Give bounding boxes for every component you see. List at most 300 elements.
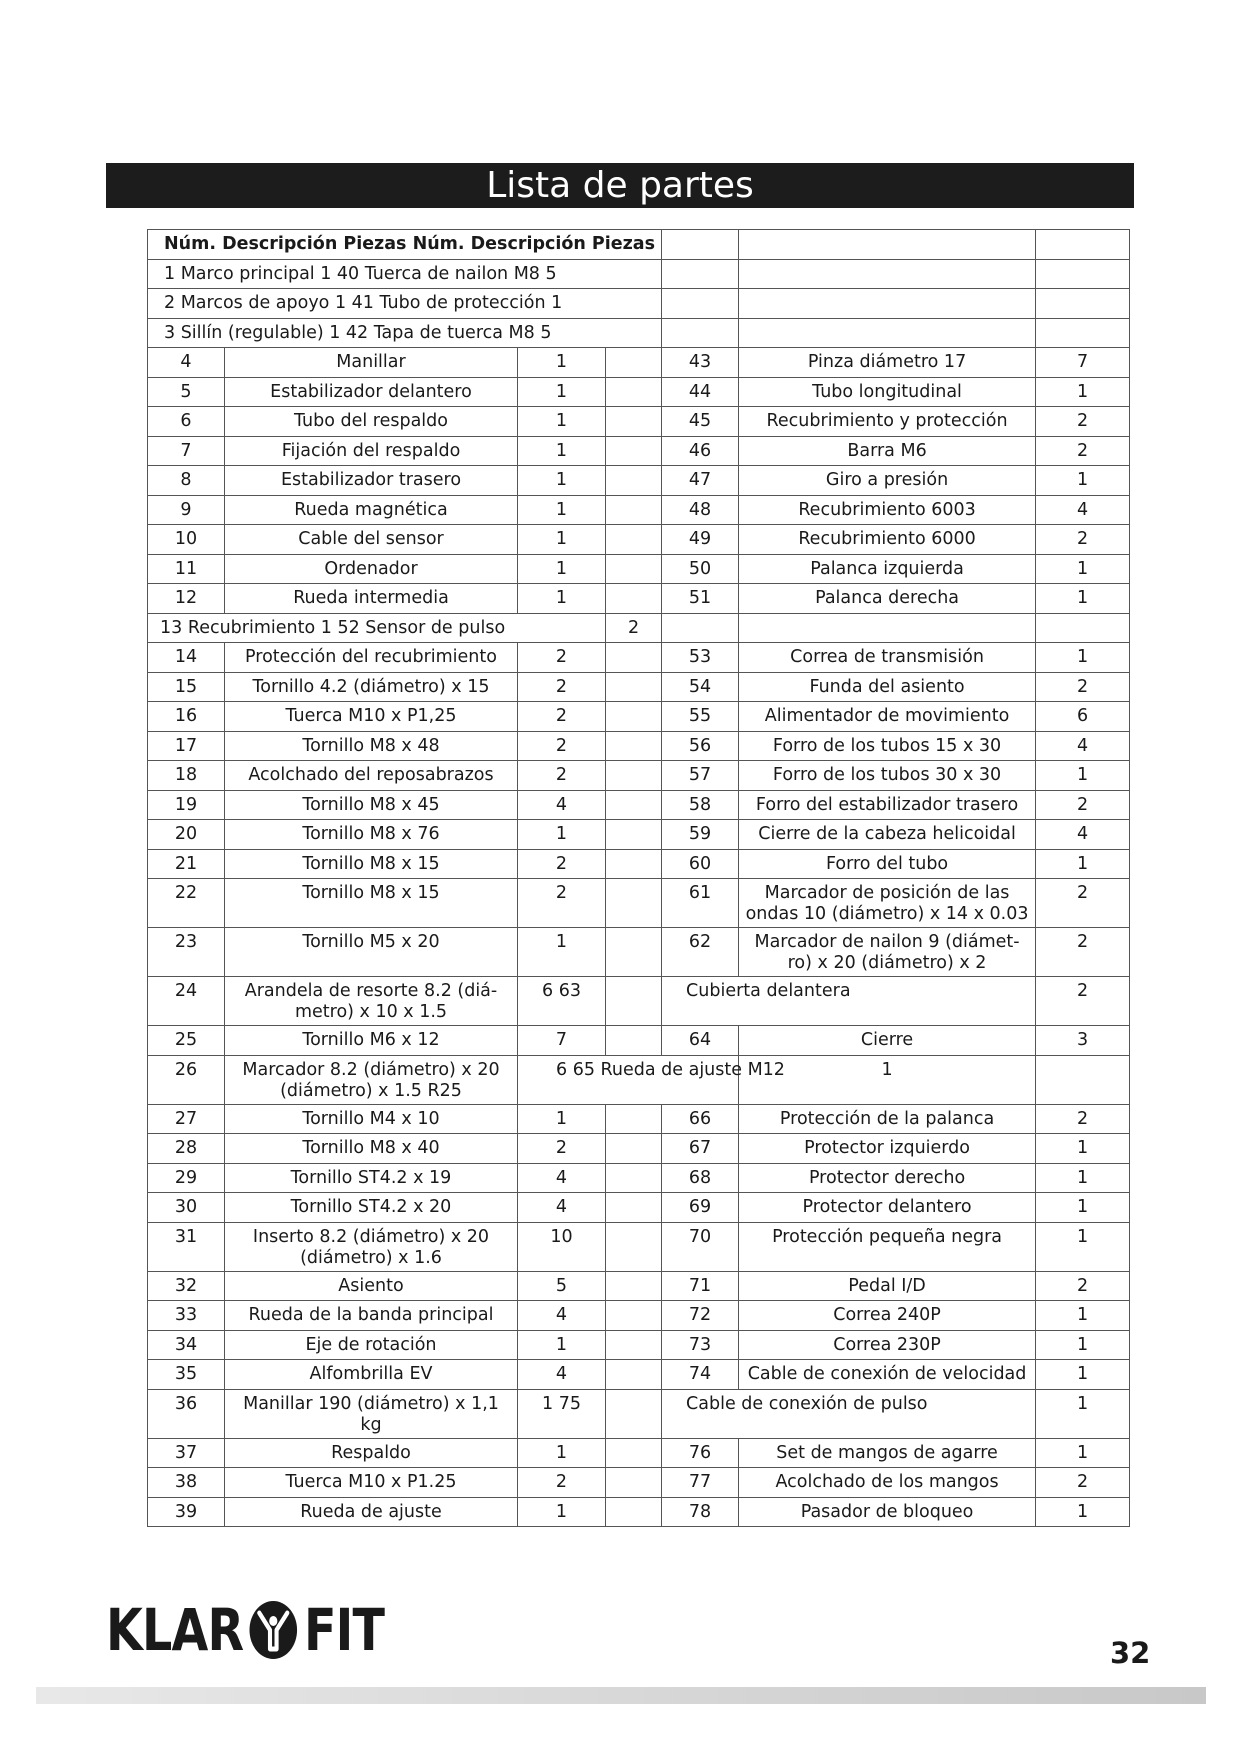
quantity-cell: 4	[1036, 495, 1130, 525]
part-description-cell: Asiento	[225, 1271, 518, 1301]
part-description-cell: Estabilizador delantero	[225, 377, 518, 407]
quantity-cell: 6	[1036, 702, 1130, 732]
part-number-cell: 34	[148, 1330, 225, 1360]
part-number-cell: 61	[662, 879, 739, 928]
quantity-cell: 1	[1036, 584, 1130, 614]
empty-cell	[606, 879, 662, 928]
part-description-cell: Recubrimiento y protección	[739, 407, 1036, 437]
part-number-cell: 24	[148, 977, 225, 1026]
person-arms-raised-icon	[248, 1599, 299, 1661]
part-number-cell: 10	[148, 525, 225, 555]
part-description-cell: Correa 230P	[739, 1330, 1036, 1360]
part-description-cell: Tornillo M8 x 15	[225, 879, 518, 928]
part-number-cell: 9	[148, 495, 225, 525]
quantity-cell: 1	[1036, 1301, 1130, 1331]
part-description-cell: Tuerca M10 x P1.25	[225, 1468, 518, 1498]
part-description-cell: Forro de los tubos 30 x 30	[739, 761, 1036, 791]
part-number-cell: 56	[662, 731, 739, 761]
quantity-cell: 1	[1036, 1438, 1130, 1468]
brand-text-left: KLAR	[106, 1596, 244, 1664]
part-description-cell: Cierre de la cabeza helicoidal	[739, 820, 1036, 850]
part-description-cell: Cable de conexión de pulso	[662, 1389, 1036, 1438]
quantity-cell: 1	[1036, 554, 1130, 584]
quantity-cell: 1	[1036, 1389, 1130, 1438]
part-number-cell: 38	[148, 1468, 225, 1498]
empty-cell	[606, 407, 662, 437]
part-number-cell: 11	[148, 554, 225, 584]
table-row	[148, 702, 1130, 732]
part-description-cell: Cierre	[739, 1026, 1036, 1056]
empty-cell	[606, 928, 662, 977]
quantity-cell: 1	[1036, 849, 1130, 879]
page-number: 32	[1110, 1636, 1151, 1670]
empty-cell	[606, 702, 662, 732]
part-number-cell: 12	[148, 584, 225, 614]
table-row	[148, 1163, 1130, 1193]
quantity-cell: 2	[1036, 672, 1130, 702]
quantity-cell: 2	[606, 613, 662, 643]
quantity-cell: 1	[518, 928, 606, 977]
part-number-cell: 73	[662, 1330, 739, 1360]
quantity-cell: 1	[518, 554, 606, 584]
part-description-cell: Tornillo M8 x 76	[225, 820, 518, 850]
empty-cell	[662, 259, 739, 289]
part-number-cell: 72	[662, 1301, 739, 1331]
empty-cell	[1036, 613, 1130, 643]
part-description-cell: Acolchado del reposabrazos	[225, 761, 518, 791]
table-row	[148, 1330, 1130, 1360]
part-description-cell: Cable del sensor	[225, 525, 518, 555]
empty-cell	[606, 466, 662, 496]
part-number-cell: 54	[662, 672, 739, 702]
part-number-cell: 58	[662, 790, 739, 820]
part-description-cell: Eje de rotación	[225, 1330, 518, 1360]
empty-cell	[662, 230, 739, 260]
quantity-cell: 2	[1036, 790, 1130, 820]
table-row	[148, 1193, 1130, 1223]
quantity-cell: 6 63	[518, 977, 606, 1026]
part-number-cell: 14	[148, 643, 225, 673]
empty-cell	[606, 584, 662, 614]
empty-cell	[606, 672, 662, 702]
part-number-cell: 77	[662, 1468, 739, 1498]
quantity-cell: 1	[518, 436, 606, 466]
table-header-row	[148, 230, 1130, 260]
part-number-cell: 47	[662, 466, 739, 496]
empty-cell	[606, 761, 662, 791]
part-description-cell: Fijación del respaldo	[225, 436, 518, 466]
empty-cell	[606, 1134, 662, 1164]
part-description-cell: Protector izquierdo	[739, 1134, 1036, 1164]
empty-cell	[606, 1193, 662, 1223]
table-row	[148, 1222, 1130, 1271]
part-description-cell: Manillar 190 (diámetro) x 1,1 kg	[225, 1389, 518, 1438]
part-number-cell: 7	[148, 436, 225, 466]
table-row	[148, 672, 1130, 702]
quantity-cell: 1	[518, 466, 606, 496]
empty-cell	[1036, 259, 1130, 289]
quantity-cell: 1	[518, 348, 606, 378]
quantity-cell: 2	[518, 702, 606, 732]
quantity-cell: 4	[518, 1193, 606, 1223]
part-number-cell: 50	[662, 554, 739, 584]
empty-cell	[606, 1163, 662, 1193]
part-number-cell: 64	[662, 1026, 739, 1056]
table-row	[148, 1134, 1130, 1164]
part-number-cell: 57	[662, 761, 739, 791]
brand-text-right: FIT	[303, 1596, 385, 1664]
part-number-cell: 45	[662, 407, 739, 437]
part-description-cell: Tornillo 4.2 (diámetro) x 15	[225, 672, 518, 702]
empty-cell	[739, 259, 1036, 289]
part-description-cell: Protección de la palanca	[739, 1104, 1036, 1134]
quantity-cell: 1	[518, 584, 606, 614]
quantity-cell: 7	[1036, 348, 1130, 378]
empty-cell	[606, 1360, 662, 1390]
part-description-cell: Alfombrilla EV	[225, 1360, 518, 1390]
part-description-cell: Tornillo ST4.2 x 19	[225, 1163, 518, 1193]
part-number-cell: 26	[148, 1055, 225, 1104]
table-row	[148, 1055, 1130, 1104]
quantity-cell: 2	[518, 879, 606, 928]
quantity-cell: 2	[518, 1468, 606, 1498]
quantity-cell: 1	[518, 820, 606, 850]
part-number-cell: 53	[662, 643, 739, 673]
part-description-cell: Giro a presión	[739, 466, 1036, 496]
part-number-cell: 27	[148, 1104, 225, 1134]
part-description-cell: Rueda magnética	[225, 495, 518, 525]
part-description-cell: Marcador de posición de las ondas 10 (diámetro) x 14 x 0.03	[739, 879, 1036, 928]
quantity-cell: 2	[1036, 1468, 1130, 1498]
part-number-cell: 69	[662, 1193, 739, 1223]
part-number-cell: 51	[662, 584, 739, 614]
quantity-cell: 4	[518, 1360, 606, 1390]
part-number-cell: 22	[148, 879, 225, 928]
empty-cell	[606, 731, 662, 761]
part-number-cell: 35	[148, 1360, 225, 1390]
part-description-cell: Protección pequeña negra	[739, 1222, 1036, 1271]
table-row	[148, 289, 1130, 319]
quantity-cell: 2	[1036, 879, 1130, 928]
table-row	[148, 466, 1130, 496]
empty-cell	[1036, 230, 1130, 260]
part-number-cell: 28	[148, 1134, 225, 1164]
quantity-cell: 1	[1036, 1193, 1130, 1223]
part-description-cell: Estabilizador trasero	[225, 466, 518, 496]
quantity-cell: 1	[1036, 1134, 1130, 1164]
part-description-cell: Pedal I/D	[739, 1271, 1036, 1301]
part-number-cell: 15	[148, 672, 225, 702]
part-description-cell: Tornillo M8 x 15	[225, 849, 518, 879]
empty-cell	[606, 977, 662, 1026]
table-row	[148, 1301, 1130, 1331]
quantity-cell: 2	[1036, 407, 1130, 437]
table-row	[148, 436, 1130, 466]
quantity-cell: 1 75	[518, 1389, 606, 1438]
part-number-cell: 62	[662, 928, 739, 977]
part-number-cell: 21	[148, 849, 225, 879]
table-row	[148, 1271, 1130, 1301]
quantity-cell: 2	[1036, 1104, 1130, 1134]
part-number-cell: 30	[148, 1193, 225, 1223]
table-row	[148, 1438, 1130, 1468]
part-description-cell: Barra M6	[739, 436, 1036, 466]
table-row	[148, 820, 1130, 850]
part-description-cell: Pasador de bloqueo	[739, 1497, 1036, 1527]
part-number-cell: 60	[662, 849, 739, 879]
part-description-cell: Arandela de resorte 8.2 (diá-metro) x 10 x 1.5	[225, 977, 518, 1026]
table-row	[148, 1497, 1130, 1527]
quantity-cell: 2	[1036, 977, 1130, 1026]
part-number-cell: 25	[148, 1026, 225, 1056]
empty-cell	[606, 1468, 662, 1498]
part-number-cell: 49	[662, 525, 739, 555]
table-row	[148, 643, 1130, 673]
part-description-cell: Ordenador	[225, 554, 518, 584]
quantity-cell: 1	[1036, 1360, 1130, 1390]
quantity-cell: 1	[1036, 761, 1130, 791]
quantity-cell: 2	[1036, 436, 1130, 466]
quantity-cell: 1	[518, 377, 606, 407]
part-description-cell: Tuerca M10 x P1,25	[225, 702, 518, 732]
empty-cell	[606, 495, 662, 525]
table-row	[148, 495, 1130, 525]
part-description-cell: Recubrimiento 6000	[739, 525, 1036, 555]
part-number-cell: 23	[148, 928, 225, 977]
merged-cell: 13 Recubrimiento 1 52 Sensor de pulso	[148, 613, 606, 643]
quantity-cell: 1	[1036, 377, 1130, 407]
quantity-cell: 10	[518, 1222, 606, 1271]
merged-cell: 6 65 Rueda de ajuste M12	[518, 1055, 739, 1104]
quantity-cell: 1	[518, 495, 606, 525]
part-description-cell: Recubrimiento 6003	[739, 495, 1036, 525]
part-number-cell: 48	[662, 495, 739, 525]
quantity-cell: 2	[1036, 928, 1130, 977]
empty-cell	[606, 1389, 662, 1438]
quantity-cell: 1	[1036, 1497, 1130, 1527]
part-description-cell: Forro de los tubos 15 x 30	[739, 731, 1036, 761]
part-description-cell: Rueda de la banda principal	[225, 1301, 518, 1331]
part-number-cell: 29	[148, 1163, 225, 1193]
part-description-cell: Inserto 8.2 (diámetro) x 20 (diámetro) x 1.6	[225, 1222, 518, 1271]
footer-bar	[36, 1687, 1206, 1704]
empty-cell	[606, 1497, 662, 1527]
part-description-cell: Pinza diámetro 17	[739, 348, 1036, 378]
empty-cell	[606, 790, 662, 820]
part-description-cell: Tubo longitudinal	[739, 377, 1036, 407]
part-number-cell: 8	[148, 466, 225, 496]
part-description-cell: Acolchado de los mangos	[739, 1468, 1036, 1498]
merged-cell: 2 Marcos de apoyo 1 41 Tubo de protección 1	[148, 289, 662, 319]
quantity-cell: 4	[518, 1301, 606, 1331]
part-description-cell: Palanca izquierda	[739, 554, 1036, 584]
empty-cell	[606, 1026, 662, 1056]
quantity-cell: 5	[518, 1271, 606, 1301]
part-description-cell: Tornillo M4 x 10	[225, 1104, 518, 1134]
part-number-cell: 36	[148, 1389, 225, 1438]
part-number-cell: 31	[148, 1222, 225, 1271]
part-description-cell: Correa 240P	[739, 1301, 1036, 1331]
parts-table	[147, 229, 1130, 1527]
empty-cell	[1036, 318, 1130, 348]
part-description-cell: Rueda de ajuste	[225, 1497, 518, 1527]
header-cell: Núm. Descripción Piezas Núm. Descripción Piezas	[148, 230, 662, 260]
empty-cell	[606, 1438, 662, 1468]
part-number-cell: 37	[148, 1438, 225, 1468]
part-description-cell: Protección del recubrimiento	[225, 643, 518, 673]
empty-cell	[739, 230, 1036, 260]
quantity-cell: 2	[518, 1134, 606, 1164]
part-number-cell: 19	[148, 790, 225, 820]
table-row	[148, 1468, 1130, 1498]
merged-cell: 3 Sillín (regulable) 1 42 Tapa de tuerca M8 5	[148, 318, 662, 348]
empty-cell	[606, 1330, 662, 1360]
table-row	[148, 525, 1130, 555]
part-description-cell: Rueda intermedia	[225, 584, 518, 614]
part-description-cell: Tornillo ST4.2 x 20	[225, 1193, 518, 1223]
quantity-cell: 2	[1036, 1271, 1130, 1301]
empty-cell	[606, 1271, 662, 1301]
part-description-cell: Cable de conexión de velocidad	[739, 1360, 1036, 1390]
empty-cell	[1036, 1055, 1130, 1104]
empty-cell	[662, 613, 739, 643]
empty-cell	[606, 849, 662, 879]
quantity-cell: 3	[1036, 1026, 1130, 1056]
part-number-cell: 46	[662, 436, 739, 466]
quantity-cell: 1	[518, 407, 606, 437]
part-number-cell: 68	[662, 1163, 739, 1193]
table-row	[148, 731, 1130, 761]
quantity-cell: 1	[518, 1497, 606, 1527]
part-number-cell: 67	[662, 1134, 739, 1164]
quantity-cell: 4	[1036, 731, 1130, 761]
empty-cell	[606, 525, 662, 555]
empty-cell	[606, 643, 662, 673]
empty-cell	[606, 1104, 662, 1134]
brand-logo	[106, 1595, 384, 1665]
part-description-cell: Forro del tubo	[739, 849, 1036, 879]
part-number-cell: 5	[148, 377, 225, 407]
quantity-cell: 1	[518, 1438, 606, 1468]
part-number-cell: 78	[662, 1497, 739, 1527]
empty-cell	[606, 377, 662, 407]
table-row	[148, 849, 1130, 879]
empty-cell	[606, 554, 662, 584]
part-description-cell: Tornillo M5 x 20	[225, 928, 518, 977]
part-number-cell: 6	[148, 407, 225, 437]
empty-cell	[662, 289, 739, 319]
table-row	[148, 613, 1130, 643]
quantity-cell: 7	[518, 1026, 606, 1056]
table-row	[148, 377, 1130, 407]
table-row	[148, 554, 1130, 584]
table-row	[148, 407, 1130, 437]
table-row	[148, 1104, 1130, 1134]
part-number-cell: 44	[662, 377, 739, 407]
part-description-cell: Tornillo M6 x 12	[225, 1026, 518, 1056]
table-row	[148, 977, 1130, 1026]
table-row	[148, 318, 1130, 348]
part-number-cell: 76	[662, 1438, 739, 1468]
quantity-cell: 2	[518, 672, 606, 702]
table-row	[148, 761, 1130, 791]
table-row	[148, 1389, 1130, 1438]
empty-cell	[739, 318, 1036, 348]
table-row	[148, 928, 1130, 977]
table-row	[148, 1026, 1130, 1056]
part-description-cell: Funda del asiento	[739, 672, 1036, 702]
part-number-cell: 4	[148, 348, 225, 378]
part-description-cell: Tubo del respaldo	[225, 407, 518, 437]
table-row	[148, 1360, 1130, 1390]
table-row	[148, 790, 1130, 820]
empty-cell	[1036, 289, 1130, 319]
empty-cell	[606, 1222, 662, 1271]
empty-cell	[606, 820, 662, 850]
empty-cell	[606, 1301, 662, 1331]
quantity-cell: 4	[1036, 820, 1130, 850]
quantity-cell: 4	[518, 1163, 606, 1193]
part-description-cell: Protector delantero	[739, 1193, 1036, 1223]
empty-cell	[662, 318, 739, 348]
table-row	[148, 259, 1130, 289]
quantity-cell: 4	[518, 790, 606, 820]
quantity-cell: 1	[1036, 466, 1130, 496]
part-description-cell: Correa de transmisión	[739, 643, 1036, 673]
quantity-cell: 1	[1036, 1330, 1130, 1360]
part-description-cell: Forro del estabilizador trasero	[739, 790, 1036, 820]
part-number-cell: 16	[148, 702, 225, 732]
part-number-cell: 74	[662, 1360, 739, 1390]
part-number-cell: 18	[148, 761, 225, 791]
quantity-cell: 1	[1036, 1163, 1130, 1193]
part-description-cell: Tornillo M8 x 45	[225, 790, 518, 820]
quantity-cell: 1	[739, 1055, 1036, 1104]
part-number-cell: 32	[148, 1271, 225, 1301]
part-number-cell: 59	[662, 820, 739, 850]
part-number-cell: 17	[148, 731, 225, 761]
quantity-cell: 2	[518, 731, 606, 761]
empty-cell	[606, 436, 662, 466]
part-description-cell: Marcador 8.2 (diámetro) x 20 (diámetro) x 1.5 R25	[225, 1055, 518, 1104]
part-number-cell: 55	[662, 702, 739, 732]
empty-cell	[606, 348, 662, 378]
part-number-cell: 33	[148, 1301, 225, 1331]
part-description-cell: Marcador de nailon 9 (diámet-ro) x 20 (diámetro) x 2	[739, 928, 1036, 977]
quantity-cell: 2	[518, 643, 606, 673]
page-title: Lista de partes	[106, 163, 1134, 208]
table-row	[148, 348, 1130, 378]
part-description-cell: Cubierta delantera	[662, 977, 1036, 1026]
part-number-cell: 43	[662, 348, 739, 378]
quantity-cell: 1	[518, 1104, 606, 1134]
part-number-cell: 39	[148, 1497, 225, 1527]
part-description-cell: Protector derecho	[739, 1163, 1036, 1193]
table-row	[148, 879, 1130, 928]
table-row	[148, 584, 1130, 614]
part-number-cell: 20	[148, 820, 225, 850]
quantity-cell: 1	[518, 1330, 606, 1360]
empty-cell	[739, 289, 1036, 319]
part-number-cell: 70	[662, 1222, 739, 1271]
quantity-cell: 1	[1036, 643, 1130, 673]
part-description-cell: Respaldo	[225, 1438, 518, 1468]
part-description-cell: Alimentador de movimiento	[739, 702, 1036, 732]
quantity-cell: 1	[518, 525, 606, 555]
part-description-cell: Palanca derecha	[739, 584, 1036, 614]
quantity-cell: 2	[1036, 525, 1130, 555]
part-description-cell: Tornillo M8 x 40	[225, 1134, 518, 1164]
